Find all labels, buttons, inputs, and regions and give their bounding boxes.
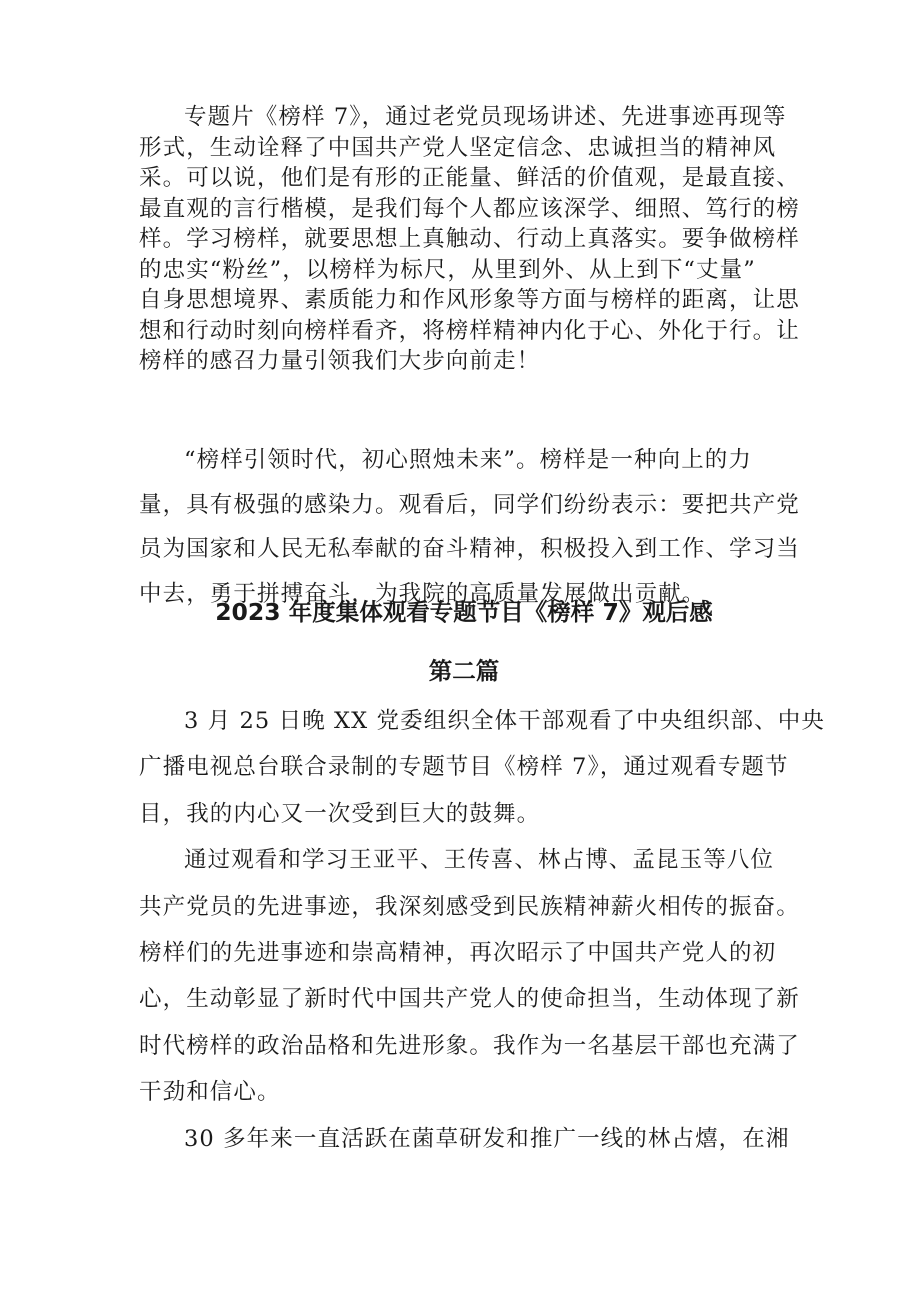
text-line: 共产党员的先进事迹，我深刻感受到民族精神薪火相传的振奋。 <box>139 893 800 920</box>
text-line: 时代榜样的政治品格和先进形象。我作为一名基层干部也充满了 <box>139 1032 800 1059</box>
text-line: 形式，生动诠释了中国共产党人坚定信念、忠诚担当的精神风 <box>139 134 777 161</box>
text-line: 最直观的言行楷模，是我们每个人都应该深学、细照、笃行的榜 <box>139 195 800 222</box>
paragraph-block-2 <box>139 438 800 616</box>
text-line: 干劲和信心。 <box>139 1079 281 1106</box>
text-line: 的忠实“粉丝”，以榜样为标尺，从里到外、从上到下“丈量” <box>139 256 756 283</box>
text-line: 3 月 25 日晚 XX 党委组织全体干部观看了中央组织部、中央 <box>184 708 825 734</box>
text-line: 样。学习榜样，就要思想上真触动、行动上真落实。要争做榜样 <box>139 226 800 252</box>
text-line: 专题片《榜样 7》，通过老党员现场讲述、先进事迹再现等 <box>184 104 787 130</box>
text-line: 采。可以说，他们是有形的正能量、鲜活的价值观，是最直接、 <box>139 165 800 191</box>
document-subtitle: 第二篇 <box>428 657 500 685</box>
text-line: 目，我的内心又一次受到巨大的鼓舞。 <box>139 800 541 827</box>
text-line: 员为国家和人民无私奉献的奋斗精神，积极投入到工作、学习当 <box>139 536 800 562</box>
text-line: 榜样们的先进事迹和崇高精神，再次昭示了中国共产党人的初 <box>139 939 777 966</box>
text-line: 量，具有极强的感染力。观看后，同学们纷纷表示：要把共产党 <box>139 491 800 518</box>
text-line: 自身思想境界、素质能力和作风形象等方面与榜样的距离，让思 <box>139 287 800 313</box>
text-line: 想和行动时刻向榜样看齐，将榜样精神内化于心、外化于行。让 <box>139 317 800 344</box>
text-line: 中去，勇于拼搏奋斗，为我院的高质量发展做出贡献。 <box>139 580 706 607</box>
text-line: 通过观看和学习王亚平、王传喜、林占博、孟昆玉等八位 <box>184 847 775 874</box>
paragraph-block-1 <box>139 102 800 377</box>
text-line: 心，生动彰显了新时代中国共产党人的使命担当，生动体现了新 <box>139 986 800 1013</box>
paragraph-block-3 <box>139 698 825 1162</box>
text-line: 榜样的感召力量引领我们大步向前走！ <box>139 348 541 374</box>
text-line: “榜样引领时代，初心照烛未来”。榜样是一种向上的力 <box>184 447 753 473</box>
document-title: 2023 年度集体观看专题节目《榜样 7》观后感 <box>215 598 713 626</box>
text-line: 广播电视总台联合录制的专题节目《榜样 7》，通过观看专题节 <box>139 754 789 781</box>
text-line: 30 多年来一直活跃在菌草研发和推广一线的林占熺，在湘 <box>184 1125 790 1152</box>
